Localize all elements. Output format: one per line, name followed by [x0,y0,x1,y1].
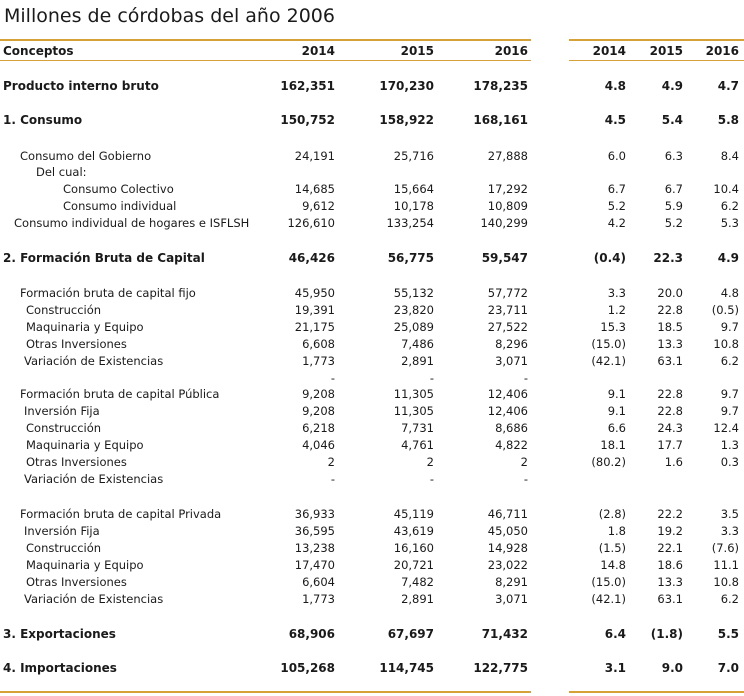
value-cell-2014: 9,208 [302,387,335,401]
pct-cell-2016: 3.3 [720,524,739,538]
value-cell-2014: 21,175 [294,320,335,334]
value-cell-2014: 1,773 [302,592,335,606]
value-cell-2015: 16,160 [393,541,434,555]
header-pct-2014: 2014 [592,44,626,58]
header-year-2014: 2014 [301,44,335,58]
value-cell-2016: 10,809 [487,199,528,213]
row-label: 3. Exportaciones [3,627,116,641]
pct-cell-2014: (15.0) [591,337,626,351]
value-cell-2015: 11,305 [393,404,434,418]
table-row [0,471,744,488]
header-top-rule-right [569,39,744,41]
pct-cell-2016: 10.4 [713,182,739,196]
pct-cell-2016: 5.8 [717,113,739,127]
pct-cell-2016: 0.3 [720,455,739,469]
row-label: Consumo Colectivo [63,182,174,196]
value-cell-2016: 23,022 [487,558,528,572]
value-cell-2015: 56,775 [387,251,434,265]
value-cell-2014: 45,950 [294,286,335,300]
pct-cell-2016: 1.3 [720,438,739,452]
value-cell-2016: 27,888 [487,149,528,163]
table-row [0,181,744,198]
pct-cell-2015: 63.1 [657,354,683,368]
pct-cell-2015: 5.9 [664,199,683,213]
pct-cell-2016: 5.5 [717,627,739,641]
value-cell-2015: 2 [426,455,434,469]
pct-cell-2014: 3.1 [604,661,626,675]
value-cell-2016: 45,050 [487,524,528,538]
value-cell-2014: 150,752 [280,113,335,127]
value-cell-2015: 4,761 [401,438,434,452]
table-bottom-rule-right [569,691,744,693]
row-label: 4. Importaciones [3,661,117,675]
value-cell-2015: 67,697 [387,627,434,641]
value-cell-2015: 20,721 [393,558,434,572]
value-cell-2016: 59,547 [481,251,528,265]
pct-cell-2014: 1.8 [607,524,626,538]
value-cell-2014: 9,208 [302,404,335,418]
value-cell-2016: 23,711 [487,303,528,317]
row-label: Formación bruta de capital Privada [20,507,222,521]
pct-cell-2015: 20.0 [657,286,683,300]
pct-cell-2015: 63.1 [657,592,683,606]
value-cell-2016: 71,432 [481,627,528,641]
row-label: 2. Formación Bruta de Capital [3,251,205,265]
value-cell-2016: 8,291 [495,575,528,589]
row-label: Maquinaria y Equipo [26,558,144,572]
pct-cell-2016: 6.2 [720,199,739,213]
pct-cell-2016: 9.7 [720,404,739,418]
value-cell-2014: 36,933 [294,507,335,521]
table-row [0,403,744,420]
value-cell-2015: 133,254 [386,216,434,230]
row-label: Construcción [26,421,102,435]
value-cell-2016: 3,071 [495,354,528,368]
pct-cell-2016: 6.2 [720,592,739,606]
header-bottom-rule-left [0,60,531,61]
table-row [0,437,744,454]
pct-cell-2014: 6.6 [607,421,626,435]
pct-cell-2015: 22.8 [657,387,683,401]
value-cell-2015: 55,132 [393,286,434,300]
pct-cell-2016: 4.9 [717,251,739,265]
pct-cell-2015: 4.9 [661,79,683,93]
table-row [0,420,744,437]
table-row [0,506,744,523]
pct-cell-2015: 18.6 [657,558,683,572]
header-year-2015: 2015 [400,44,434,58]
value-cell-2014: 162,351 [280,79,335,93]
row-label: Del cual: [36,165,87,179]
value-cell-2015: 15,664 [393,182,434,196]
pct-cell-2016: (7.6) [711,541,739,555]
value-cell-2015: 114,745 [379,661,434,675]
pct-cell-2014: 6.0 [607,149,626,163]
pct-cell-2014: (0.4) [593,251,626,265]
row-label: Producto interno bruto [3,79,159,93]
pct-cell-2014: 18.1 [600,438,626,452]
value-cell-2014: 9,612 [302,199,335,213]
table-row [0,626,744,643]
value-cell-2016: 17,292 [487,182,528,196]
table-row [0,285,744,302]
table-row [0,78,744,95]
value-cell-2016: 122,775 [473,661,528,675]
pct-cell-2015: 6.3 [664,149,683,163]
pct-cell-2016: 9.7 [720,320,739,334]
pct-cell-2015: 9.0 [661,661,683,675]
pct-cell-2014: 5.2 [607,199,626,213]
value-cell-2016: 46,711 [487,507,528,521]
pct-cell-2016: 6.2 [720,354,739,368]
pct-cell-2015: 1.6 [664,455,683,469]
table-row [0,660,744,677]
pct-cell-2016: (0.5) [711,303,739,317]
pct-cell-2015: 13.3 [657,337,683,351]
value-cell-2016: 140,299 [480,216,528,230]
row-label: Formación bruta de capital Pública [20,387,220,401]
value-cell-2016: 168,161 [473,113,528,127]
table-row [0,523,744,540]
row-label: Inversión Fija [24,524,100,538]
row-label: Otras Inversiones [26,337,127,351]
header-year-2016: 2016 [494,44,528,58]
pct-cell-2014: 4.2 [607,216,626,230]
pct-cell-2014: 14.8 [600,558,626,572]
pct-cell-2014: (42.1) [591,592,626,606]
pct-cell-2015: 22.3 [653,251,683,265]
row-label: Otras Inversiones [26,455,127,469]
pct-cell-2014: 3.3 [607,286,626,300]
value-cell-2014: 68,906 [288,627,335,641]
header-concept: Conceptos [3,44,74,58]
value-cell-2016: 4,822 [495,438,528,452]
row-label: Variación de Existencias [24,592,164,606]
value-cell-2015: 11,305 [393,387,434,401]
value-cell-2014: - [330,371,335,385]
table-row [0,386,744,403]
value-cell-2015: 43,619 [393,524,434,538]
value-cell-2016: 8,296 [495,337,528,351]
pct-cell-2014: (80.2) [591,455,626,469]
value-cell-2014: 6,218 [302,421,335,435]
row-label: Inversión Fija [24,404,100,418]
value-cell-2016: 3,071 [495,592,528,606]
value-cell-2014: 36,595 [294,524,335,538]
table-row [0,557,744,574]
pct-cell-2014: 6.4 [604,627,626,641]
row-label: Consumo individual de hogares e ISFLSH [14,216,250,230]
pct-cell-2015: 13.3 [657,575,683,589]
pct-cell-2016: 5.3 [720,216,739,230]
value-cell-2014: 19,391 [294,303,335,317]
table-row [0,148,744,165]
value-cell-2015: 2,891 [401,592,434,606]
value-cell-2014: 2 [327,455,335,469]
value-cell-2015: 2,891 [401,354,434,368]
value-cell-2015: 7,731 [401,421,434,435]
table-row [0,370,744,387]
value-cell-2014: 24,191 [294,149,335,163]
table-row [0,198,744,215]
pct-cell-2016: 8.4 [720,149,739,163]
row-label: Formación bruta de capital fijo [20,286,196,300]
row-label: Otras Inversiones [26,575,127,589]
pct-cell-2015: 6.7 [664,182,683,196]
table-row [0,215,744,232]
header-top-rule-left [0,39,531,41]
value-cell-2015: 45,119 [393,507,434,521]
value-cell-2016: 57,772 [487,286,528,300]
pct-cell-2014: 6.7 [607,182,626,196]
row-label: Construcción [26,541,102,555]
table-bottom-rule-left [0,691,531,693]
value-cell-2015: 158,922 [379,113,434,127]
value-cell-2016: 12,406 [487,387,528,401]
header-pct-2016: 2016 [705,44,739,58]
value-cell-2015: 170,230 [379,79,434,93]
pct-cell-2015: 18.5 [657,320,683,334]
pct-cell-2014: 9.1 [607,387,626,401]
table-row [0,454,744,471]
table-row [0,319,744,336]
pct-cell-2014: 9.1 [607,404,626,418]
value-cell-2016: - [523,472,528,486]
value-cell-2014: 13,238 [294,541,335,555]
pct-cell-2016: 10.8 [713,575,739,589]
value-cell-2016: 12,406 [487,404,528,418]
value-cell-2014: 6,604 [302,575,335,589]
pct-cell-2016: 4.7 [717,79,739,93]
value-cell-2015: 25,716 [393,149,434,163]
pct-cell-2016: 9.7 [720,387,739,401]
row-label: 1. Consumo [3,113,83,127]
table-row [0,336,744,353]
value-cell-2014: 14,685 [294,182,335,196]
value-cell-2015: 25,089 [393,320,434,334]
value-cell-2015: - [429,472,434,486]
row-label: Maquinaria y Equipo [26,438,144,452]
pct-cell-2016: 10.8 [713,337,739,351]
value-cell-2014: 1,773 [302,354,335,368]
pct-cell-2015: 22.8 [657,303,683,317]
pct-cell-2015: 22.8 [657,404,683,418]
table-row [0,302,744,319]
pct-cell-2015: 22.2 [657,507,683,521]
row-label: Maquinaria y Equipo [26,320,144,334]
pct-cell-2015: 17.7 [657,438,683,452]
row-label: Construcción [26,303,102,317]
pct-cell-2016: 3.5 [720,507,739,521]
pct-cell-2015: (1.8) [650,627,683,641]
pct-cell-2016: 4.8 [720,286,739,300]
pct-cell-2014: 1.2 [607,303,626,317]
value-cell-2014: 126,610 [287,216,335,230]
value-cell-2016: 2 [520,455,528,469]
value-cell-2016: 8,686 [495,421,528,435]
row-label: Consumo del Gobierno [20,149,152,163]
table-row [0,250,744,267]
value-cell-2014: 6,608 [302,337,335,351]
pct-cell-2014: (2.8) [598,507,626,521]
value-cell-2015: - [429,371,434,385]
pct-cell-2014: 4.5 [604,113,626,127]
table-row [0,112,744,129]
value-cell-2015: 7,486 [401,337,434,351]
value-cell-2014: 46,426 [288,251,335,265]
pct-cell-2014: 4.8 [604,79,626,93]
table-header [0,43,744,60]
value-cell-2014: - [330,472,335,486]
row-label: Variación de Existencias [24,472,164,486]
pct-cell-2016: 7.0 [717,661,739,675]
pct-cell-2015: 19.2 [657,524,683,538]
pct-cell-2014: (15.0) [591,575,626,589]
header-bottom-rule-right [569,60,744,61]
page-title: Millones de córdobas del año 2006 [4,5,335,27]
value-cell-2016: - [523,371,528,385]
pct-cell-2014: (1.5) [598,541,626,555]
value-cell-2016: 178,235 [473,79,528,93]
pct-cell-2016: 12.4 [713,421,739,435]
table-row [0,540,744,557]
pct-cell-2015: 5.4 [661,113,683,127]
header-pct-2015: 2015 [649,44,683,58]
pct-cell-2015: 24.3 [657,421,683,435]
pct-cell-2016: 11.1 [713,558,739,572]
value-cell-2016: 14,928 [487,541,528,555]
pct-cell-2014: 15.3 [600,320,626,334]
table-row [0,353,744,370]
row-label: Variación de Existencias [24,354,164,368]
value-cell-2014: 105,268 [280,661,335,675]
value-cell-2014: 17,470 [294,558,335,572]
value-cell-2015: 10,178 [393,199,434,213]
pct-cell-2015: 5.2 [664,216,683,230]
row-label: Consumo individual [63,199,177,213]
value-cell-2015: 7,482 [401,575,434,589]
value-cell-2015: 23,820 [393,303,434,317]
table-row [0,591,744,608]
table-row [0,574,744,591]
value-cell-2016: 27,522 [487,320,528,334]
pct-cell-2014: (42.1) [591,354,626,368]
table-row [0,164,744,181]
pct-cell-2015: 22.1 [657,541,683,555]
value-cell-2014: 4,046 [302,438,335,452]
